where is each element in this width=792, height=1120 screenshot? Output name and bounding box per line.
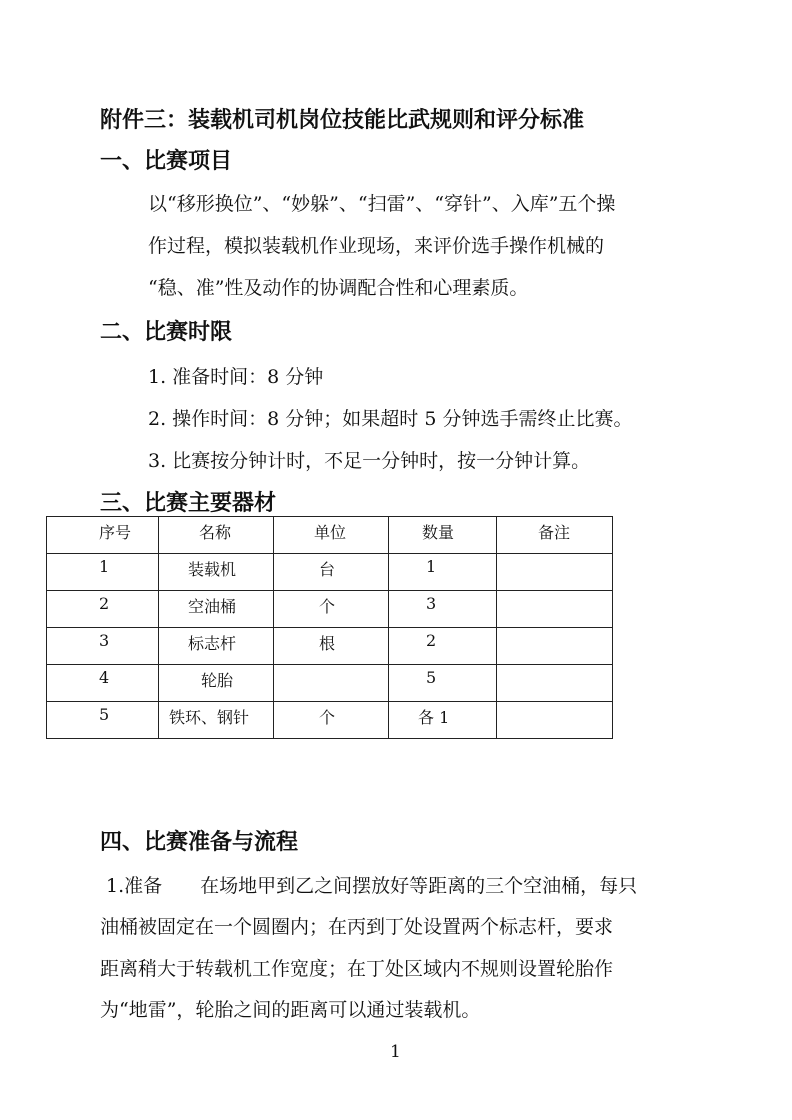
section-heading-preparation-and-process: 四、比赛准备与流程 (100, 829, 299, 855)
table-header-cell: 数量 (389, 517, 497, 554)
list-item: 3. 比赛按分钟计时，不足一分钟时，按一分钟计算。 (148, 450, 591, 472)
paragraph-line: 油桶被固定在一个圆圈内；在丙到丁处设置两个标志杆，要求 (100, 916, 614, 938)
table-cell: 5 (47, 702, 159, 739)
table-cell: 2 (47, 591, 159, 628)
table-header-cell: 序号 (47, 517, 159, 554)
table-cell (497, 628, 613, 665)
table-cell: 1 (389, 554, 497, 591)
table-cell: 4 (47, 665, 159, 702)
table-cell: 根 (274, 628, 389, 665)
table-row (47, 628, 613, 665)
table-cell: 各 1 (389, 702, 497, 739)
list-item: 1. 准备时间：8 分钟 (148, 366, 324, 388)
paragraph-line: 作过程，模拟装载机作业现场，来评价选手操作机械的 (148, 235, 605, 257)
table-cell: 5 (389, 665, 497, 702)
table-cell: 铁环、钢针 (159, 702, 274, 739)
document-title: 附件三：装载机司机岗位技能比武规则和评分标准 (100, 107, 585, 133)
table-cell (497, 702, 613, 739)
table-cell (274, 665, 389, 702)
table-cell: 标志杆 (159, 628, 274, 665)
table-row (47, 702, 613, 739)
paragraph-line: 1.准备 在场地甲到乙之间摆放好等距离的三个空油桶，每只 (106, 875, 638, 897)
table-row (47, 665, 613, 702)
table-row (47, 554, 613, 591)
table-cell: 装载机 (159, 554, 274, 591)
table-cell: 3 (389, 591, 497, 628)
paragraph-line: “稳、准”性及动作的协调配合性和心理素质。 (148, 277, 529, 299)
table-cell: 个 (274, 591, 389, 628)
table-cell: 3 (47, 628, 159, 665)
table-cell (497, 591, 613, 628)
section-heading-time-limit: 二、比赛时限 (100, 319, 233, 345)
table-cell: 2 (389, 628, 497, 665)
table-cell: 个 (274, 702, 389, 739)
paragraph-line: 距离稍大于转载机工作宽度；在丁处区域内不规则设置轮胎作 (100, 958, 614, 980)
table-cell (497, 665, 613, 702)
list-item: 2. 操作时间：8 分钟；如果超时 5 分钟选手需终止比赛。 (148, 408, 633, 430)
table-header-cell: 备注 (497, 517, 613, 554)
table-cell (497, 554, 613, 591)
table-cell: 空油桶 (159, 591, 274, 628)
page-number: 1 (390, 1042, 401, 1062)
table-cell: 轮胎 (159, 665, 274, 702)
table-cell: 1 (47, 554, 159, 591)
table-row (47, 591, 613, 628)
table-cell: 台 (274, 554, 389, 591)
table-header-row (47, 517, 613, 554)
table-header-cell: 单位 (274, 517, 389, 554)
paragraph-line: 以“移形换位”、“妙躲”、“扫雷”、“穿针”、入库”五个操 (148, 193, 616, 215)
section-heading-competition-items: 一、比赛项目 (100, 148, 233, 174)
equipment-table (46, 516, 613, 739)
table-header-cell: 名称 (159, 517, 274, 554)
paragraph-line: 为“地雷”，轮胎之间的距离可以通过装载机。 (100, 999, 481, 1021)
section-heading-equipment: 三、比赛主要器材 (100, 490, 277, 516)
